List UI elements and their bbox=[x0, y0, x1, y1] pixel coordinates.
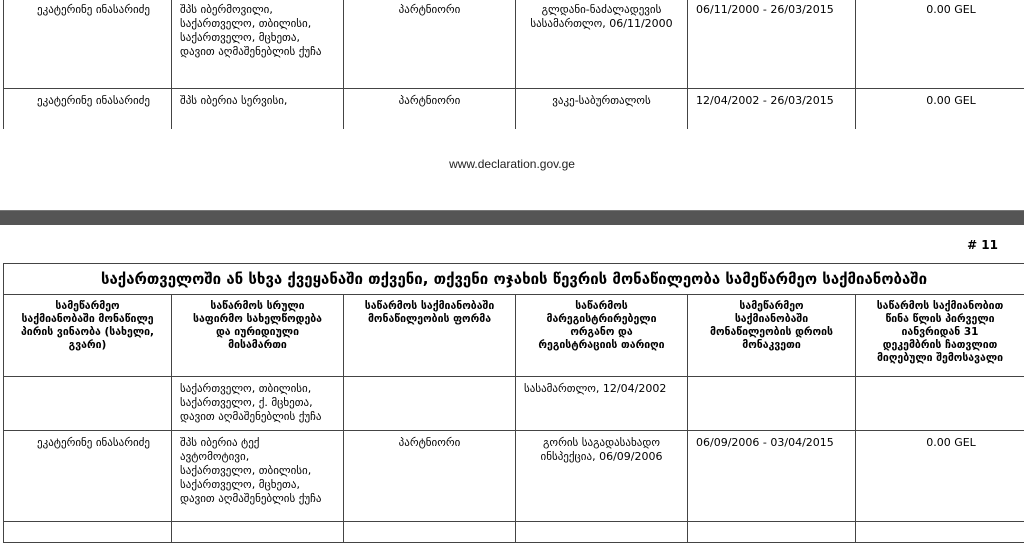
registrar-date: სასამართლო, 12/04/2002 bbox=[516, 377, 687, 398]
participation-form: პარტნიორი bbox=[344, 431, 515, 452]
participation-form: პარტნიორი bbox=[344, 0, 515, 19]
section-title-row bbox=[4, 264, 1024, 295]
participation-period: 06/09/2006 - 03/04/2015 bbox=[688, 431, 855, 452]
page-number: # 11 bbox=[967, 238, 998, 252]
participation-form bbox=[344, 377, 515, 384]
income-amount: 0.00 GEL bbox=[856, 431, 1024, 452]
participation-period bbox=[688, 377, 855, 384]
registrar-date: გორის საგადასახადო ინსპექცია, 06/09/2006 bbox=[516, 431, 687, 466]
enterprise-name-address: შპს იბერმოვილი, საქართველო, თბილისი, საქართველო, მცხეთა, დავით აღმაშენებლის ქუჩა bbox=[172, 0, 343, 61]
column-header-income: საწარმოს საქმიანობით წინა წლის პირველი იანვრიდან 31 დეკემბრის ჩათვლით მიღებული შემოსავალი bbox=[856, 295, 1024, 377]
column-header-person: სამეწარმეო საქმიანობაში მონაწილე პირის ვინაობა (სახელი, გვარი) bbox=[4, 295, 172, 377]
person-name: ეკატერინე ინასარიძე bbox=[4, 431, 171, 452]
table-row bbox=[4, 0, 1024, 89]
registrar-date: ვაკე-საბურთალოს bbox=[516, 89, 687, 110]
column-header-period: სამეწარმეო საქმიანობაში მონაწილეობის დროის მონაკვეთი bbox=[688, 295, 856, 377]
header-row bbox=[4, 295, 1024, 377]
person-name bbox=[4, 377, 171, 384]
table-row bbox=[4, 377, 1024, 431]
table-row bbox=[4, 431, 1024, 522]
enterprise-participation-table bbox=[3, 263, 1024, 543]
enterprise-name-address: შპს იბერია ტექ ავტომოტივი, საქართველო, თბილისი, საქართველო, მცხეთა, დავით აღმაშენებლის ქუჩა bbox=[172, 431, 343, 508]
document-page-top bbox=[0, 0, 1024, 210]
registrar-date: გლდანი-ნაძალადევის სასამართლო, 06/11/2000 bbox=[516, 0, 687, 33]
document-page-bottom bbox=[0, 225, 1024, 528]
income-amount: 0.00 GEL bbox=[856, 0, 1024, 19]
income-amount: 0.00 GEL bbox=[856, 89, 1024, 110]
income-amount bbox=[856, 377, 1024, 384]
enterprise-name-address: შპს იბერია სერვისი, bbox=[172, 89, 343, 110]
person-name: ეკატერინე ინასარიძე bbox=[4, 0, 171, 19]
person-name: ეკატერინე ინასარიძე bbox=[4, 89, 171, 110]
participation-period: 06/11/2000 - 26/03/2015 bbox=[688, 0, 855, 19]
enterprise-table-continued bbox=[3, 0, 1024, 129]
column-header-registrar: საწარმოს მარეგისტრირებელი ორგანო და რეგისტრაციის თარიღი bbox=[516, 295, 688, 377]
section-title: საქართველოში ან სხვა ქვეყანაში თქვენი, თქვენი ოჯახის წევრის მონაწილეობა სამეწარმეო საქმიანობაში bbox=[4, 264, 1024, 295]
table-row bbox=[4, 89, 1024, 129]
footer-url: www.declaration.gov.ge bbox=[0, 157, 1024, 171]
page-separator bbox=[0, 210, 1024, 226]
participation-period: 12/04/2002 - 26/03/2015 bbox=[688, 89, 855, 110]
column-header-form: საწარმოს საქმიანობაში მონაწილეობის ფორმა bbox=[344, 295, 516, 377]
column-header-enterprise: საწარმოს სრული საფირმო სახელწოდება და იურიდიული მისამართი bbox=[172, 295, 344, 377]
table-row bbox=[4, 522, 1024, 543]
enterprise-name-address: საქართველო, თბილისი, საქართველო, ქ. მცხეთა, დავით აღმაშენებლის ქუჩა bbox=[172, 377, 343, 426]
participation-form: პარტნიორი bbox=[344, 89, 515, 110]
